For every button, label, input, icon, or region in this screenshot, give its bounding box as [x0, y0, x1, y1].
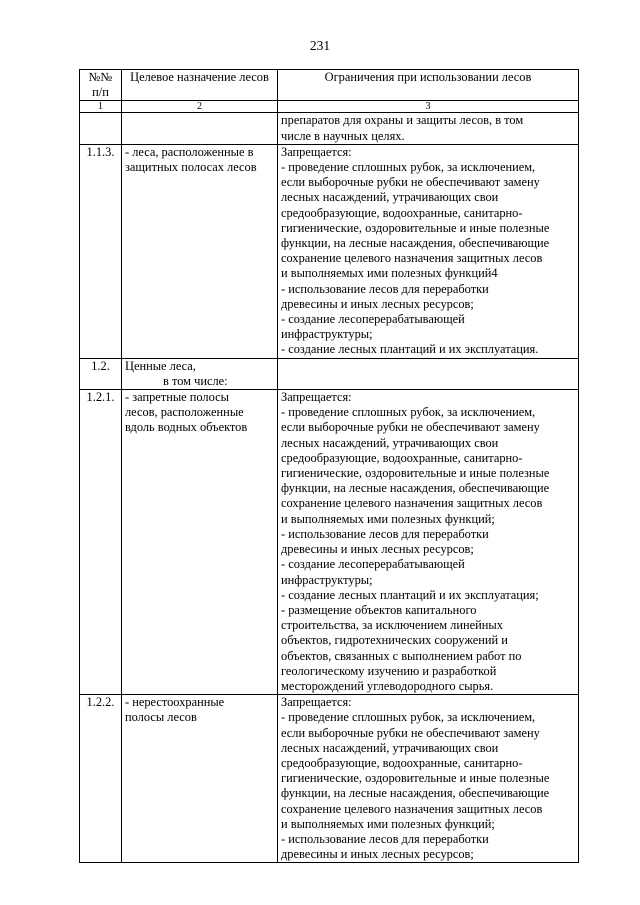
- header-col-number-line: п/п: [92, 85, 109, 100]
- row-number: 1.2.2.: [80, 695, 122, 863]
- restrictions-cell: [278, 695, 579, 863]
- restriction-line: числе в научных целях.: [281, 128, 405, 143]
- target-purpose-cell: [122, 358, 278, 389]
- restriction-line: - использование лесов для переработки: [281, 526, 489, 541]
- target-purpose-subtitle: в том числе:: [163, 373, 228, 388]
- restriction-line: Запрещается:: [281, 390, 352, 405]
- restriction-line: лесных насаждений, утрачивающих свои: [281, 190, 499, 205]
- restriction-line: если выборочные рубки не обеспечивают замену: [281, 420, 540, 435]
- column-number: 2: [122, 101, 278, 113]
- table-header-row: [80, 70, 579, 101]
- header-col-target: Целевое назначение лесов: [122, 70, 278, 101]
- table-row: [80, 390, 579, 695]
- restriction-line: объектов, гидротехнических сооружений и: [281, 633, 508, 648]
- restriction-line: средообразующие, водоохранные, санитарно-: [281, 205, 523, 220]
- restrictions-cell: [278, 358, 579, 389]
- restrictions-table: [79, 69, 579, 863]
- column-number: 1: [80, 101, 122, 113]
- target-purpose-line: вдоль водных объектов: [125, 420, 248, 435]
- restriction-line: - создание лесоперерабатывающей: [281, 312, 465, 327]
- restriction-line: Запрещается:: [281, 695, 352, 710]
- restriction-line: - создание лесоперерабатывающей: [281, 557, 465, 572]
- restriction-line: - создание лесных плантаций и их эксплуатация;: [281, 587, 539, 602]
- target-purpose-line: - леса, расположенные в: [125, 144, 254, 159]
- restriction-line: гигиенические, оздоровительные и иные полезные: [281, 220, 550, 235]
- restriction-line: средообразующие, водоохранные, санитарно-: [281, 450, 523, 465]
- restriction-line: функции, на лесные насаждения, обеспечивающие: [281, 786, 550, 801]
- restrictions-cell: [278, 144, 579, 358]
- restriction-line: - размещение объектов капитального: [281, 602, 477, 617]
- table-row: [80, 358, 579, 389]
- restriction-line: - проведение сплошных рубок, за исключением,: [281, 160, 536, 175]
- restrictions-cell: [278, 113, 579, 144]
- restriction-line: если выборочные рубки не обеспечивают замену: [281, 725, 540, 740]
- restriction-line: гигиенические, оздоровительные и иные полезные: [281, 466, 550, 481]
- restriction-line: - создание лесных плантаций и их эксплуатация.: [281, 342, 539, 357]
- page-number: 231: [309, 38, 331, 53]
- restriction-line: древесины и иных лесных ресурсов;: [281, 847, 474, 862]
- target-purpose-line: - запретные полосы: [125, 390, 229, 405]
- restriction-line: геологическому изучению и разработкой: [281, 663, 497, 678]
- restriction-line: средообразующие, водоохранные, санитарно-: [281, 755, 523, 770]
- restriction-line: - использование лесов для переработки: [281, 281, 489, 296]
- restriction-line: инфраструктуры;: [281, 327, 373, 342]
- restriction-line: - проведение сплошных рубок, за исключением,: [281, 710, 536, 725]
- restriction-line: функции, на лесные насаждения, обеспечивающие: [281, 481, 550, 496]
- header-col-number-line: №№: [88, 70, 113, 84]
- restriction-line: лесных насаждений, утрачивающих свои: [281, 740, 499, 755]
- restriction-line: и выполняемых ими полезных функций;: [281, 511, 495, 526]
- restriction-line: месторождений углеводородного сырья.: [281, 678, 494, 693]
- restriction-line: древесины и иных лесных ресурсов;: [281, 296, 474, 311]
- restriction-line: - использование лесов для переработки: [281, 831, 489, 846]
- target-purpose-line: Ценные леса,: [125, 358, 196, 373]
- restriction-line: строительства, за исключением линейных: [281, 618, 503, 633]
- restriction-line: объектов, связанных с выполнением работ по: [281, 648, 522, 663]
- row-number: [80, 113, 122, 144]
- restriction-line: сохранение целевого назначения защитных лесов: [281, 496, 543, 511]
- column-number: 3: [278, 101, 579, 113]
- restriction-line: гигиенические, оздоровительные и иные полезные: [281, 771, 550, 786]
- restriction-line: сохранение целевого назначения защитных лесов: [281, 251, 543, 266]
- row-number: 1.1.3.: [80, 144, 122, 358]
- table-row: [80, 144, 579, 358]
- target-purpose-cell: [122, 390, 278, 695]
- target-purpose-cell: [122, 113, 278, 144]
- header-col-restrictions: Ограничения при использовании лесов: [278, 70, 579, 101]
- restriction-line: - проведение сплошных рубок, за исключением,: [281, 405, 536, 420]
- header-col-number: [80, 70, 122, 101]
- restriction-line: если выборочные рубки не обеспечивают замену: [281, 175, 540, 190]
- table-row: [80, 113, 579, 144]
- column-numbers-row: [80, 101, 579, 113]
- restriction-line: древесины и иных лесных ресурсов;: [281, 542, 474, 557]
- target-purpose-line: лесов, расположенные: [125, 405, 244, 420]
- row-number: 1.2.: [80, 358, 122, 389]
- restriction-line: препаратов для охраны и защиты лесов, в том: [281, 113, 524, 128]
- table-row: [80, 695, 579, 863]
- restriction-line: функции, на лесные насаждения, обеспечивающие: [281, 236, 550, 251]
- row-number: 1.2.1.: [80, 390, 122, 695]
- restriction-line: инфраструктуры;: [281, 572, 373, 587]
- target-purpose-line: полосы лесов: [125, 710, 197, 725]
- restrictions-cell: [278, 390, 579, 695]
- target-purpose-cell: [122, 695, 278, 863]
- restriction-line: Запрещается:: [281, 144, 352, 159]
- target-purpose-line: - нерестоохранные: [125, 695, 225, 710]
- restriction-line: и выполняемых ими полезных функций4: [281, 266, 498, 281]
- table-body: [80, 113, 579, 863]
- restriction-line: и выполняемых ими полезных функций;: [281, 816, 495, 831]
- restriction-line: сохранение целевого назначения защитных лесов: [281, 801, 543, 816]
- target-purpose-line: защитных полосах лесов: [125, 160, 257, 175]
- target-purpose-cell: [122, 144, 278, 358]
- restriction-line: лесных насаждений, утрачивающих свои: [281, 435, 499, 450]
